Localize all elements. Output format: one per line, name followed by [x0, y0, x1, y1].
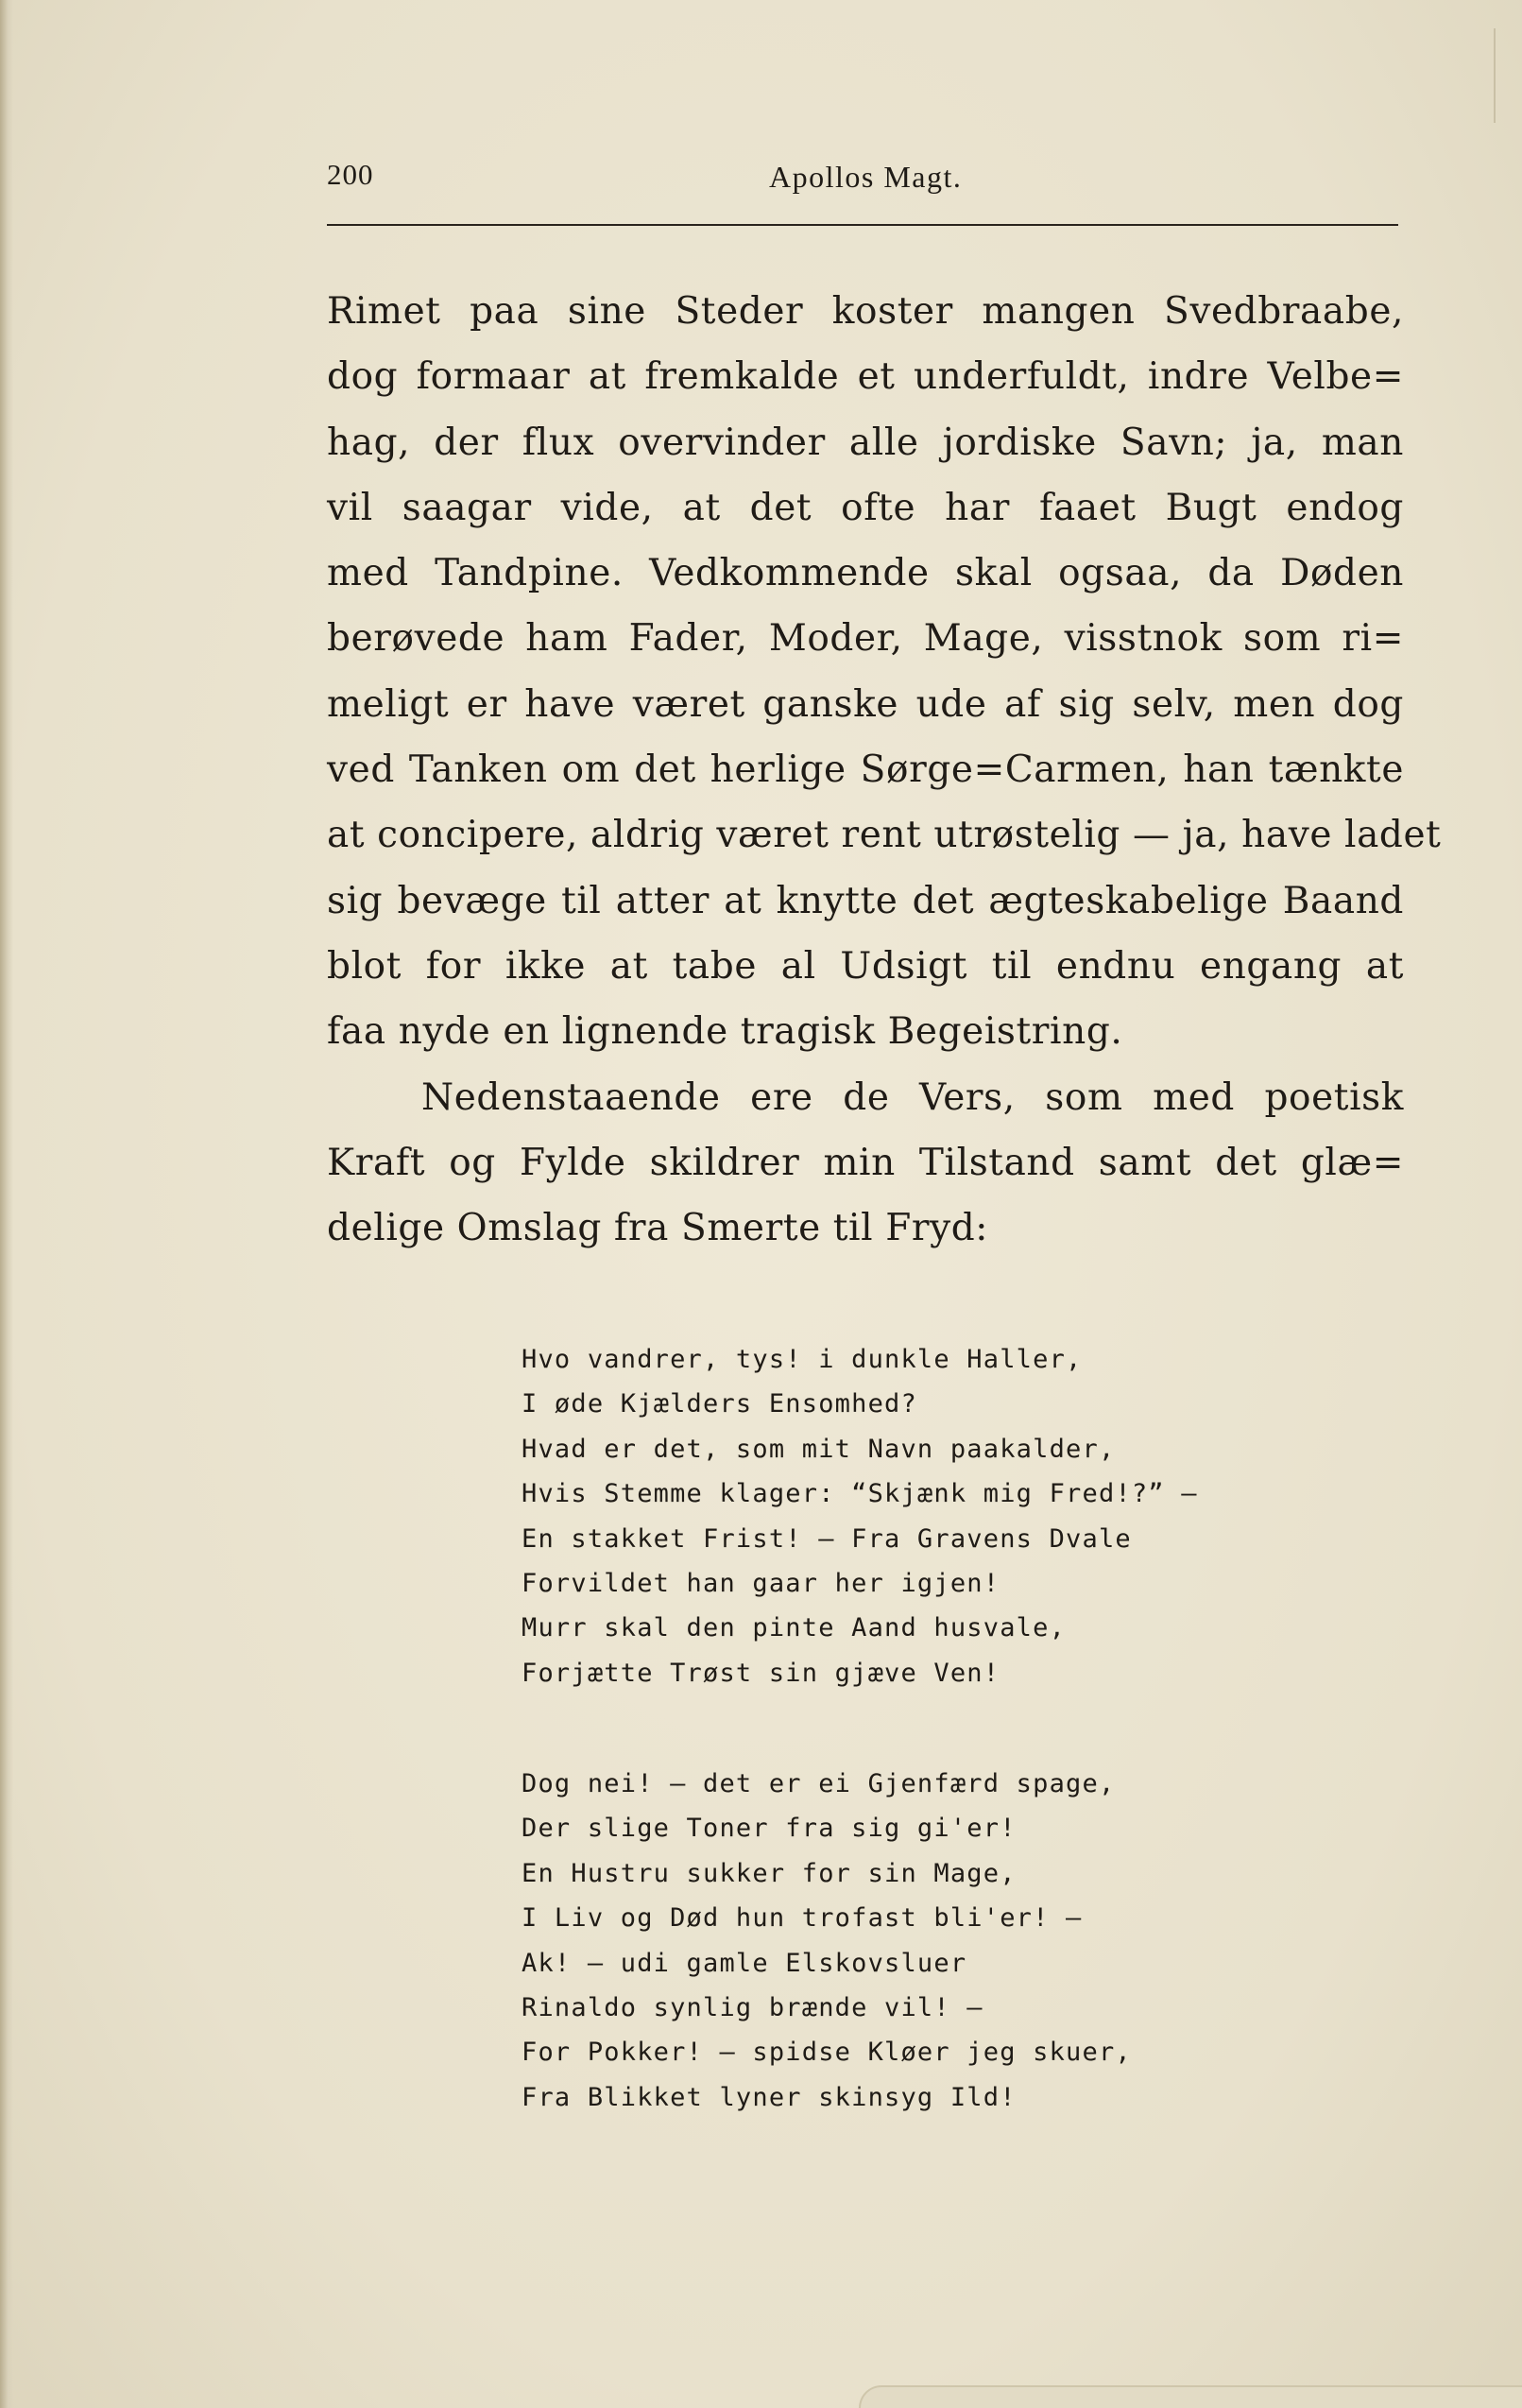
verse-line: Der slige Toner fra sig gi'er!	[522, 1814, 1017, 1844]
verse-line: Ak! — udi gamle Elskovsluer	[522, 1948, 967, 1978]
verse-line: I Liv og Død hun trofast bli'er! —	[522, 1903, 1083, 1934]
verse-line: En Hustru sukker for sin Mage,	[522, 1858, 1017, 1888]
body-line: berøvede ham Fader, Moder, Mage, visstnok som ri=	[327, 617, 1404, 661]
body-line: blot for ikke at tabe al Udsigt til endnu engang at	[327, 944, 1404, 988]
body-line: vil saagar vide, at det ofte har faaet Bugt endog	[327, 486, 1404, 529]
verse-line: Forvildet han gaar her igjen!	[522, 1568, 1000, 1598]
verse-line: For Pokker! — spidse Kløer jeg skuer,	[522, 2038, 1132, 2068]
body-line: ved Tanken om det herlige Sørge=Carmen, han tænkte	[327, 748, 1404, 792]
verse-line: Hvad er det, som mit Navn paakalder,	[522, 1434, 1116, 1464]
verse-line: En stakket Frist! — Fra Gravens Dvale	[522, 1523, 1132, 1554]
page-left-edge	[0, 0, 13, 2408]
running-title: Apollos Magt.	[769, 160, 963, 194]
body-line: faa nyde en lignende tragisk Begeistring.	[327, 1010, 1123, 1054]
body-line: at concipere, aldrig været rent utrøstelig — ja, have ladet	[327, 814, 1442, 857]
body-paragraph	[327, 279, 1442, 1261]
body-line: dog formaar at fremkalde et underfuldt, indre Velbe=	[327, 355, 1404, 399]
body-line: meligt er have været ganske ude af sig selv, men dog	[327, 682, 1404, 726]
body-line: hag, der flux overvinder alle jordiske Savn; ja, man	[327, 421, 1404, 464]
body-line: delige Omslag fra Smerte til Fryd:	[327, 1207, 989, 1250]
verse-line: Forjætte Trøst sin gjæve Ven!	[522, 1658, 1000, 1688]
page-header	[327, 156, 1396, 203]
body-line: Nedenstaaende ere de Vers, som med poetisk	[421, 1075, 1404, 1119]
verse-line: I øde Kjælders Ensomhed?	[522, 1389, 917, 1419]
verse-line: Hvo vandrer, tys! i dunkle Haller,	[522, 1345, 1083, 1374]
body-line: med Tandpine. Vedkommende skal ogsaa, da Døden	[327, 552, 1404, 595]
verse-line: Hvis Stemme klager: “Skjænk mig Fred!?” —	[522, 1479, 1198, 1509]
body-line: sig bevæge til atter at knytte det ægteskabelige Baand	[327, 879, 1404, 922]
verse-line: Fra Blikket lyner skinsyg Ild!	[522, 2082, 1017, 2112]
poem-stanza-1	[522, 1337, 1198, 1695]
body-line: Rimet paa sine Steder koster mangen Svedbraabe,	[327, 290, 1404, 333]
page-bottom-curl	[859, 2385, 1522, 2408]
page-number: 200	[327, 158, 374, 191]
body-line: Kraft og Fylde skildrer min Tilstand samt det glæ=	[327, 1141, 1404, 1184]
verse-line: Rinaldo synlig brænde vil! —	[522, 1992, 983, 2022]
poem-stanza-2	[522, 1762, 1132, 2120]
page-right-edge-mark	[1494, 28, 1496, 123]
verse-line: Dog nei! — det er ei Gjenfærd spage,	[522, 1769, 1116, 1798]
verse-line: Murr skal den pinte Aand husvale,	[522, 1613, 1067, 1643]
header-rule	[327, 224, 1398, 226]
